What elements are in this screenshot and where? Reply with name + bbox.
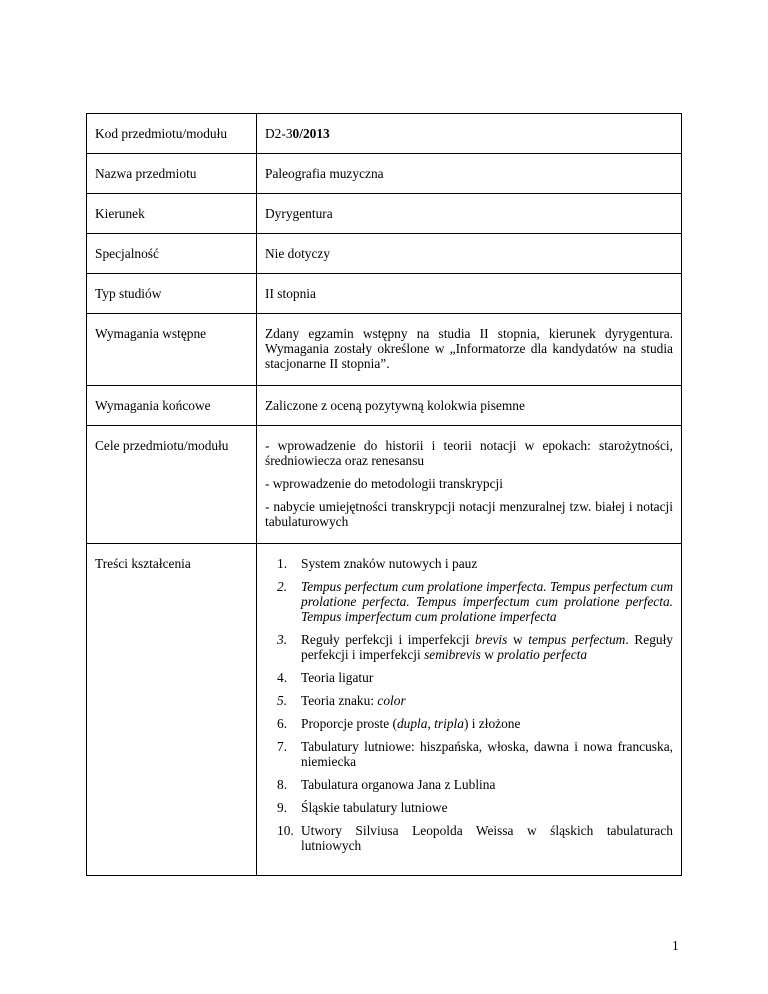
content-item-text (301, 632, 673, 662)
content-item-text (301, 777, 673, 792)
value-cell (257, 194, 682, 234)
label-cell (87, 386, 257, 426)
goals-list (257, 426, 681, 543)
content-item-text (301, 579, 673, 624)
row-label: Wymagania końcowe (95, 398, 211, 413)
content-item-text-part: ) i złożone (463, 716, 521, 731)
label-cell (87, 314, 257, 386)
content-item (265, 632, 673, 662)
row-prerequisites (87, 314, 682, 386)
content-item-text-part: Śląskie tabulatury lutniowe (301, 800, 448, 815)
row-value: Paleografia muzyczna (265, 166, 384, 181)
content-item (265, 800, 673, 815)
label-cell (87, 154, 257, 194)
label-cell (87, 426, 257, 544)
value-cell (257, 114, 682, 154)
content-item-text (301, 716, 673, 731)
content-item-text (301, 739, 673, 769)
content-item-text-part: w (480, 647, 498, 662)
row-value: Dyrygentura (265, 206, 333, 221)
row-course-content (87, 544, 682, 876)
content-item-text (301, 693, 673, 708)
page-number: 1 (672, 938, 679, 953)
row-label: Wymagania wstępne (95, 326, 207, 341)
row-study-type (87, 274, 682, 314)
label-cell (87, 114, 257, 154)
content-item-text-part: , (427, 716, 435, 731)
row-field (87, 194, 682, 234)
goal-paragraph: - wprowadzenie do metodologii transkrypcji (265, 476, 503, 491)
content-item-number: 8. (277, 777, 288, 792)
value-cell (257, 234, 682, 274)
row-course-name (87, 154, 682, 194)
content-item-number: 9. (277, 800, 288, 815)
value-cell (257, 544, 682, 876)
content-item (265, 823, 673, 853)
row-final-requirements (87, 386, 682, 426)
row-course-code (87, 114, 682, 154)
content-item (265, 556, 673, 571)
content-item-number: 2. (277, 579, 288, 594)
content-item-text-part: System znaków nutowych i pauz (301, 556, 478, 571)
content-item (265, 739, 673, 769)
content-item-text-part: Teoria znaku: (301, 693, 378, 708)
content-item (265, 716, 673, 731)
row-value (257, 114, 681, 153)
content-item-number: 3. (277, 632, 288, 647)
label-cell (87, 234, 257, 274)
content-item-text-part: Tabulatura organowa Jana z Lublina (301, 777, 496, 792)
content-item-text-part: Tabulatury lutniowe: hiszpańska, włoska, dawna i nowa francuska, niemiecka (301, 739, 673, 769)
row-course-goals (87, 426, 682, 544)
content-item-text-part: prolatio perfecta (497, 647, 588, 662)
content-item-text (301, 800, 673, 815)
row-label: Kod przedmiotu/modułu (95, 126, 228, 141)
value-cell (257, 154, 682, 194)
content-item-text-part: Reguły perfekcji i imperfekcji (301, 632, 476, 647)
label-cell (87, 274, 257, 314)
content-item (265, 777, 673, 792)
content-item-number: 10. (277, 823, 294, 838)
row-label: Treści kształcenia (95, 556, 191, 571)
content-item-text-part: w (507, 632, 529, 647)
content-item-text-part: color (377, 693, 406, 708)
value-cell (257, 314, 682, 386)
content-item-number: 5. (277, 693, 288, 708)
content-list-wrapper (257, 544, 681, 875)
row-value: Zaliczone z oceną pozytywną kolokwia pisemne (265, 398, 525, 413)
content-item-text-part: Tempus perfectum cum prolatione imperfecta. Tempus perfectum cum prolatione perfecta. Tempus imperfectum cum prolatione perfecta. Tempus imperfectum cum prolatione imperfecta (301, 579, 673, 624)
content-item-text-part: tripla (434, 716, 464, 731)
label-cell (87, 544, 257, 876)
row-label: Cele przedmiotu/modułu (95, 438, 229, 453)
value-cell (257, 274, 682, 314)
content-item-text-part: semibrevis (424, 647, 481, 662)
content-item-number: 4. (277, 670, 288, 685)
row-label: Specjalność (95, 246, 159, 261)
row-label: Nazwa przedmiotu (95, 166, 197, 181)
label-cell (87, 194, 257, 234)
course-info-table (86, 113, 682, 876)
row-specialty (87, 234, 682, 274)
content-item-text-part: Teoria ligatur (301, 670, 374, 685)
content-item (265, 693, 673, 708)
row-label: Kierunek (95, 206, 145, 221)
content-item-text-part: tempus perfectum (528, 632, 626, 647)
content-item-text-part: Proporcje proste ( (301, 716, 397, 731)
content-item-text-part: brevis (475, 632, 508, 647)
content-item-number: 7. (277, 739, 288, 754)
content-item-text-part: dupla (396, 716, 428, 731)
content-item-text-part: Utwory Silviusa Leopolda Weissa w śląskich tabulaturach lutniowych (301, 823, 673, 853)
content-item-text (301, 670, 673, 685)
content-item (265, 670, 673, 685)
content-item-text (301, 556, 673, 571)
value-cell (257, 426, 682, 544)
goal-paragraph: - wprowadzenie do historii i teorii notacji w epokach: starożytności, średniowiecza oraz renesansu (265, 438, 673, 468)
goal-paragraph: - nabycie umiejętności transkrypcji notacji menzuralnej tzw. białej i notacji tabulaturowych (265, 499, 673, 529)
row-value: Nie dotyczy (265, 246, 331, 261)
content-list (265, 556, 673, 853)
content-item-text-part: . Reguły perfekcji i imperfekcji (301, 632, 673, 662)
course-code-prefix: D2-3 (265, 126, 293, 141)
content-item (265, 579, 673, 624)
course-code-suffix: 0/2013 (292, 126, 330, 141)
content-item-text (301, 823, 673, 853)
content-item-number: 1. (277, 556, 288, 571)
row-value: Zdany egzamin wstępny na studia II stopnia, kierunek dyrygentura. Wymagania zostały określone w „Informatorze dla kandydatów na studia stacjonarne II stopnia”. (265, 326, 673, 371)
value-cell (257, 386, 682, 426)
row-value: II stopnia (265, 286, 316, 301)
content-item-number: 6. (277, 716, 288, 731)
row-label: Typ studiów (95, 286, 162, 301)
